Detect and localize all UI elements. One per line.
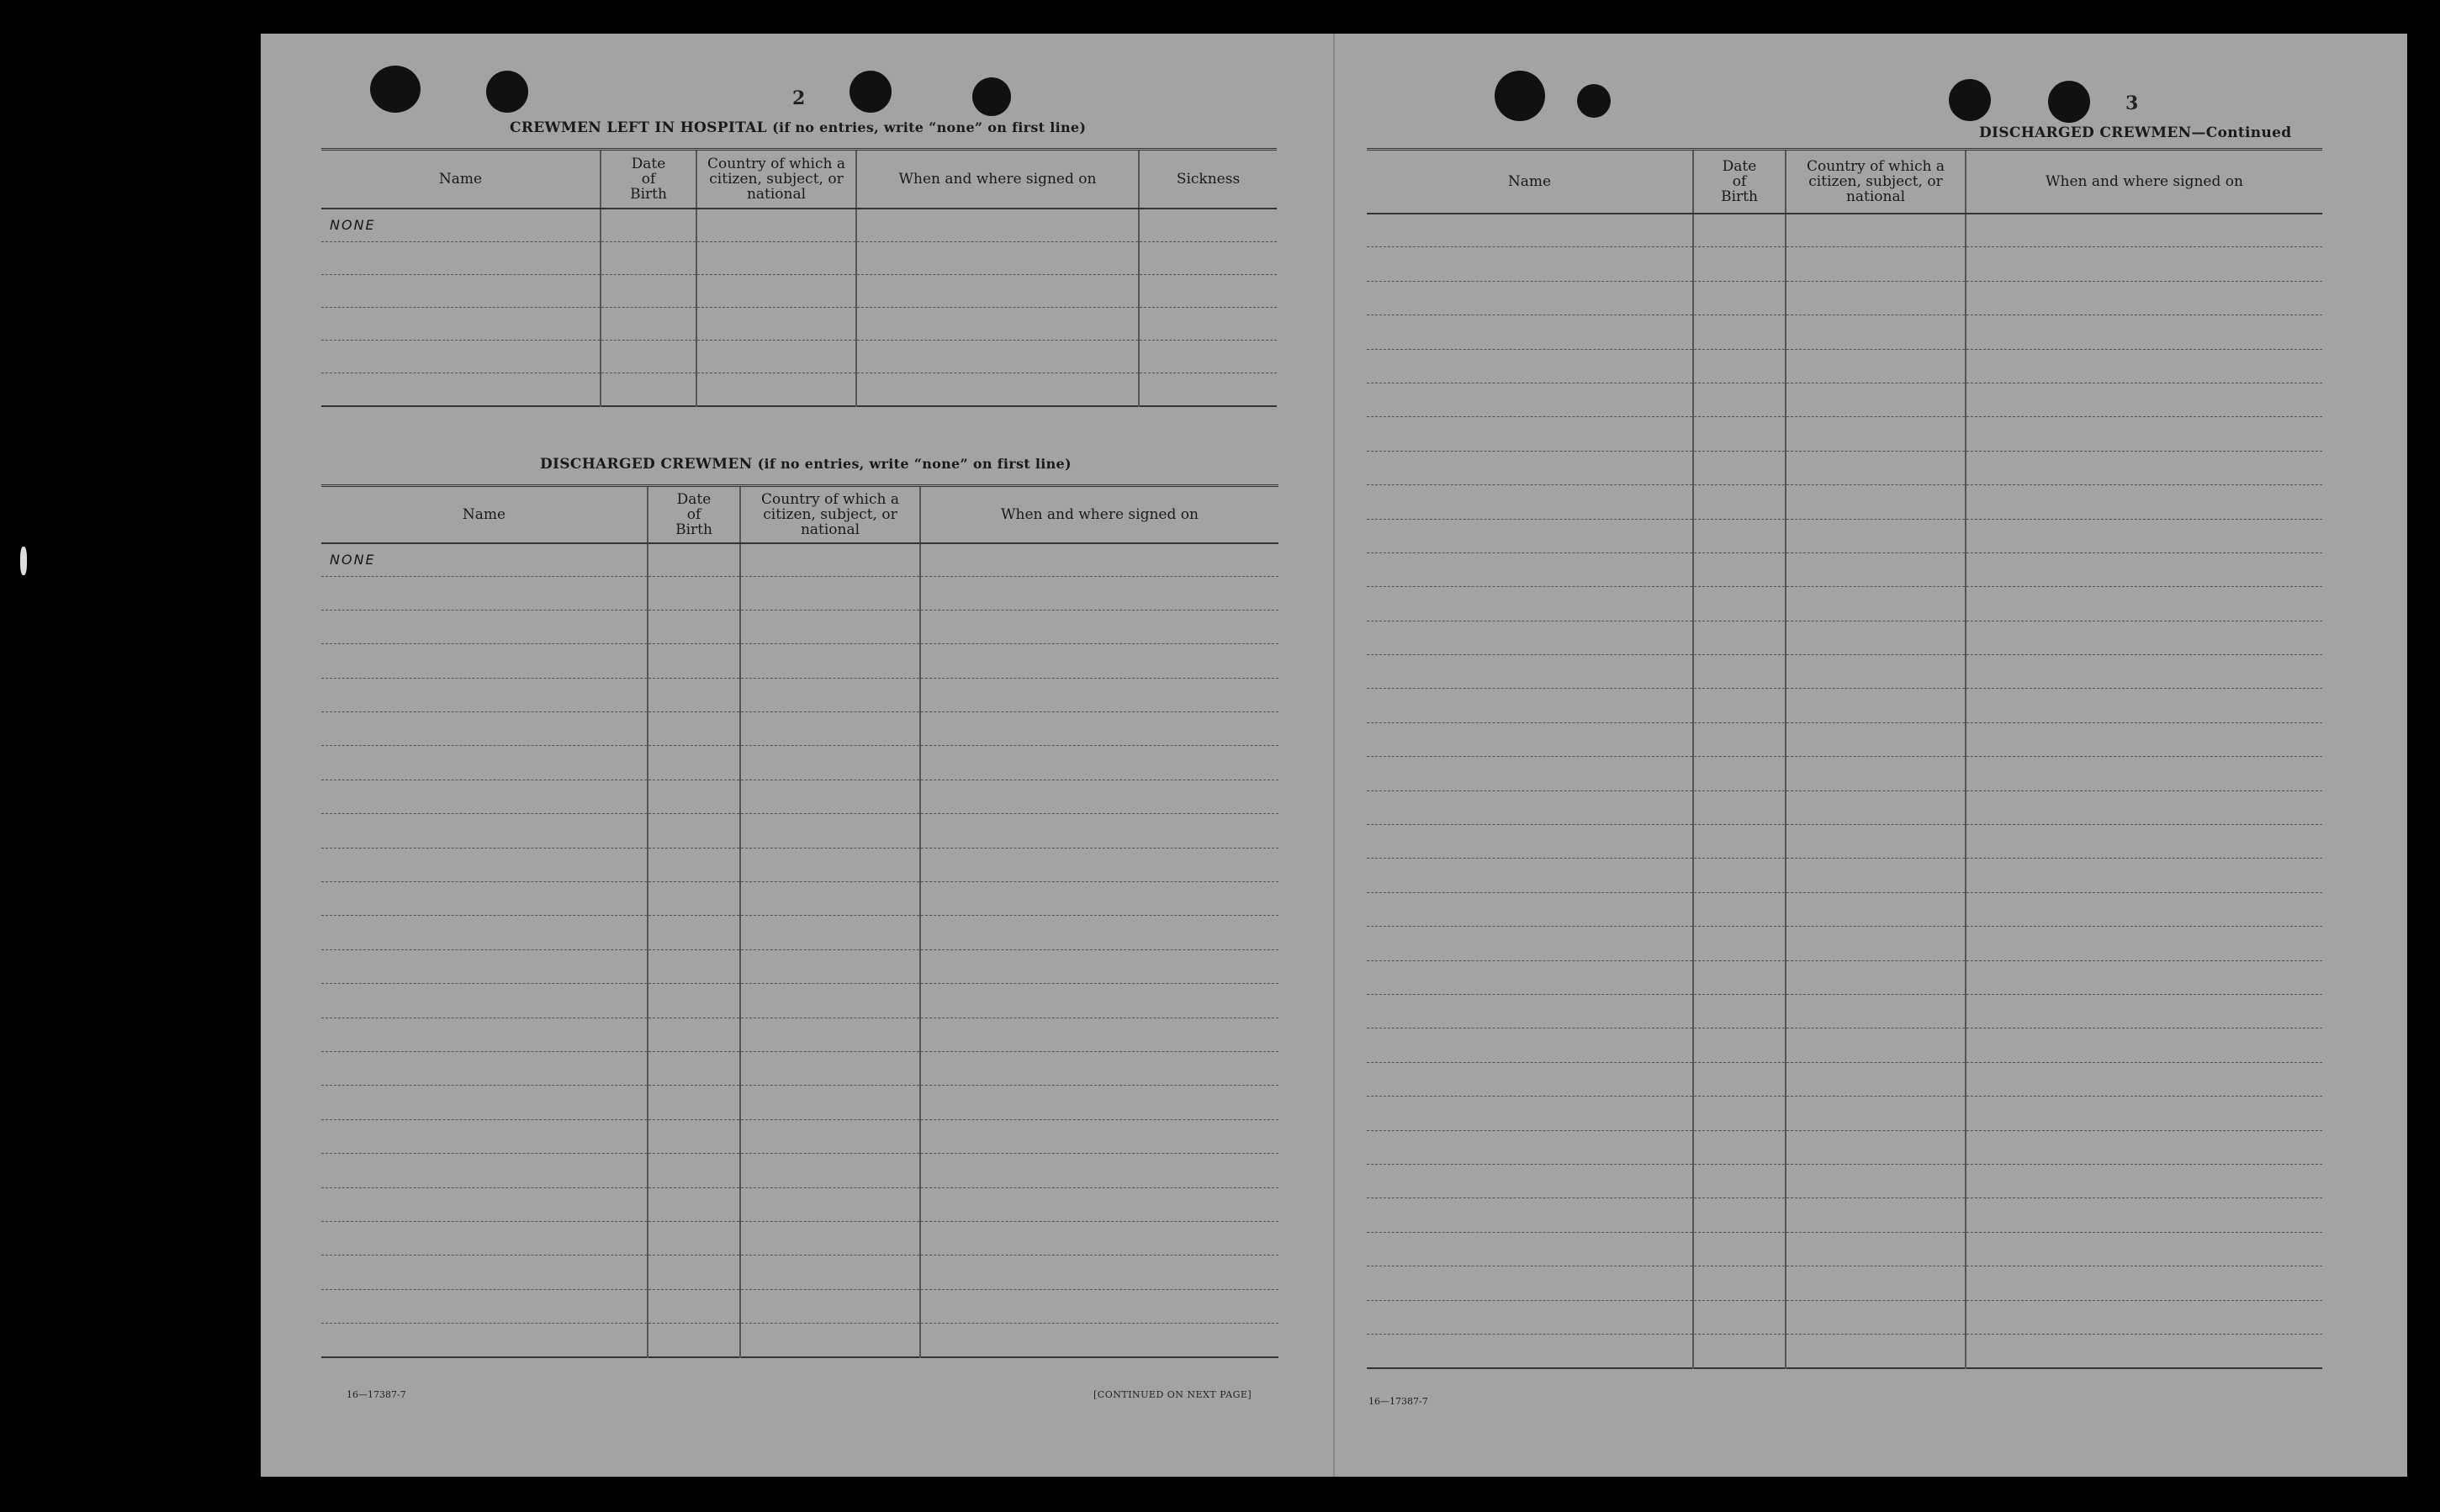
table-row xyxy=(1367,1062,2322,1096)
name-cell xyxy=(321,814,648,848)
name-cell xyxy=(321,1187,648,1221)
table-row xyxy=(1367,552,2322,586)
table-row xyxy=(1367,349,2322,383)
name-cell xyxy=(321,949,648,983)
form-code: 16—17387-7 xyxy=(347,1389,406,1400)
table-row xyxy=(321,1256,1278,1289)
table-row xyxy=(1367,451,2322,484)
column-header-signed-on: When and where signed on xyxy=(920,486,1278,543)
table-row xyxy=(321,882,1278,916)
table-row xyxy=(321,984,1278,1018)
punch-hole xyxy=(370,66,421,113)
hospital-section-title xyxy=(510,119,1086,136)
table-row xyxy=(1367,689,2322,722)
section-instruction: (if no entries, write “none” on first line) xyxy=(772,119,1087,135)
page-number: 2 xyxy=(792,87,806,109)
name-cell xyxy=(321,644,648,678)
name-cell xyxy=(321,678,648,711)
table-row xyxy=(1367,1232,2322,1266)
table-row xyxy=(321,1018,1278,1051)
discharged-table xyxy=(321,484,1278,1358)
continued-rows xyxy=(1367,214,2322,1368)
name-cell xyxy=(321,780,648,813)
table-row xyxy=(321,1289,1278,1323)
table-row xyxy=(321,1187,1278,1221)
table-row xyxy=(1367,383,2322,416)
table-row xyxy=(321,644,1278,678)
table-row xyxy=(321,780,1278,813)
table-row xyxy=(1367,1130,2322,1164)
table-row xyxy=(321,340,1277,373)
column-header-country: Country of which a citizen, subject, or national xyxy=(740,486,920,543)
name-cell xyxy=(321,1154,648,1187)
section-instruction: (if no entries, write “none” on first line) xyxy=(757,456,1072,472)
table-row xyxy=(321,1086,1278,1119)
name-cell xyxy=(321,576,648,610)
table-row xyxy=(1367,757,2322,790)
name-cell xyxy=(321,882,648,916)
column-header-signed-on: When and where signed on xyxy=(856,150,1139,209)
handwritten-entry: NONE xyxy=(321,209,601,242)
punch-hole xyxy=(486,71,528,113)
name-cell xyxy=(321,1289,648,1323)
column-header-date-of-birth: Date of Birth xyxy=(1693,150,1786,214)
name-cell xyxy=(321,916,648,949)
column-header-name: Name xyxy=(1367,150,1693,214)
table-row xyxy=(1367,485,2322,519)
table-row xyxy=(321,949,1278,983)
table-row xyxy=(1367,994,2322,1028)
table-row xyxy=(1367,417,2322,451)
continued-table xyxy=(1367,148,2322,1369)
name-cell xyxy=(321,1119,648,1153)
punch-hole xyxy=(850,71,892,113)
page-number: 3 xyxy=(2125,93,2139,114)
punch-hole xyxy=(1495,71,1545,121)
table-row xyxy=(1367,1198,2322,1232)
table-row xyxy=(1367,655,2322,689)
discharged-rows xyxy=(321,543,1278,1357)
table-row xyxy=(1367,927,2322,960)
table-row xyxy=(321,1119,1278,1153)
column-header-country: Country of which a citizen, subject, or national xyxy=(696,150,856,209)
table-row xyxy=(321,1051,1278,1085)
column-header-date-of-birth: Date of Birth xyxy=(601,150,696,209)
table-row xyxy=(321,307,1277,340)
column-header-sickness: Sickness xyxy=(1139,150,1277,209)
punch-hole xyxy=(1949,79,1991,121)
table-row xyxy=(1367,960,2322,994)
name-cell xyxy=(321,712,648,746)
handwritten-entry: NONE xyxy=(321,543,648,577)
table-row xyxy=(321,848,1278,881)
table-row xyxy=(1367,1266,2322,1300)
table-row xyxy=(1367,1300,2322,1334)
table-row xyxy=(321,746,1278,780)
column-header-name: Name xyxy=(321,150,601,209)
hospital-table xyxy=(321,148,1277,407)
table-row xyxy=(321,1221,1278,1255)
name-cell xyxy=(321,1018,648,1051)
continued-note: [CONTINUED ON NEXT PAGE] xyxy=(1093,1389,1252,1400)
document-sheet xyxy=(261,34,2407,1477)
punch-hole xyxy=(2048,81,2090,123)
section-title-text: CREWMEN LEFT IN HOSPITAL xyxy=(510,119,767,136)
column-header-signed-on: When and where signed on xyxy=(1966,150,2322,214)
continued-section-title: DISCHARGED CREWMEN—Continued xyxy=(1979,124,2292,141)
right-page xyxy=(1335,34,2407,1477)
punch-hole xyxy=(1577,84,1611,118)
table-row xyxy=(1367,214,2322,247)
table-row xyxy=(1367,1334,2322,1367)
table-row xyxy=(321,1154,1278,1187)
column-header-country: Country of which a citizen, subject, or national xyxy=(1786,150,1966,214)
table-row xyxy=(321,610,1278,643)
table-row xyxy=(321,543,1278,577)
form-code: 16—17387-7 xyxy=(1368,1396,1428,1407)
table-row xyxy=(1367,1164,2322,1197)
table-row xyxy=(321,274,1277,307)
name-cell xyxy=(321,984,648,1018)
table-row xyxy=(1367,519,2322,552)
discharged-section-title xyxy=(540,456,1072,473)
table-row xyxy=(1367,315,2322,349)
table-row xyxy=(321,576,1278,610)
table-row xyxy=(1367,1097,2322,1130)
name-cell xyxy=(321,1324,648,1357)
left-page xyxy=(261,34,1333,1477)
table-row xyxy=(321,814,1278,848)
name-cell xyxy=(321,1086,648,1119)
punch-hole xyxy=(972,77,1011,116)
table-row xyxy=(1367,892,2322,926)
name-cell xyxy=(321,1051,648,1085)
section-title-text: DISCHARGED CREWMEN xyxy=(540,456,753,473)
table-row xyxy=(321,373,1277,406)
table-row xyxy=(321,678,1278,711)
table-row xyxy=(1367,1028,2322,1062)
table-row xyxy=(1367,587,2322,621)
edge-mark xyxy=(20,547,27,575)
table-row xyxy=(321,712,1278,746)
table-row xyxy=(321,209,1277,242)
name-cell xyxy=(321,1221,648,1255)
name-cell xyxy=(321,746,648,780)
table-row xyxy=(1367,859,2322,892)
table-row xyxy=(1367,247,2322,281)
column-header-date-of-birth: Date of Birth xyxy=(648,486,740,543)
table-row xyxy=(1367,621,2322,654)
table-row xyxy=(321,916,1278,949)
name-cell xyxy=(321,848,648,881)
name-cell xyxy=(321,610,648,643)
table-row xyxy=(321,241,1277,274)
name-cell xyxy=(321,1256,648,1289)
table-row xyxy=(1367,790,2322,824)
table-row xyxy=(1367,722,2322,756)
table-row xyxy=(321,1324,1278,1357)
table-row xyxy=(1367,281,2322,315)
column-header-name: Name xyxy=(321,486,648,543)
table-row xyxy=(1367,825,2322,859)
